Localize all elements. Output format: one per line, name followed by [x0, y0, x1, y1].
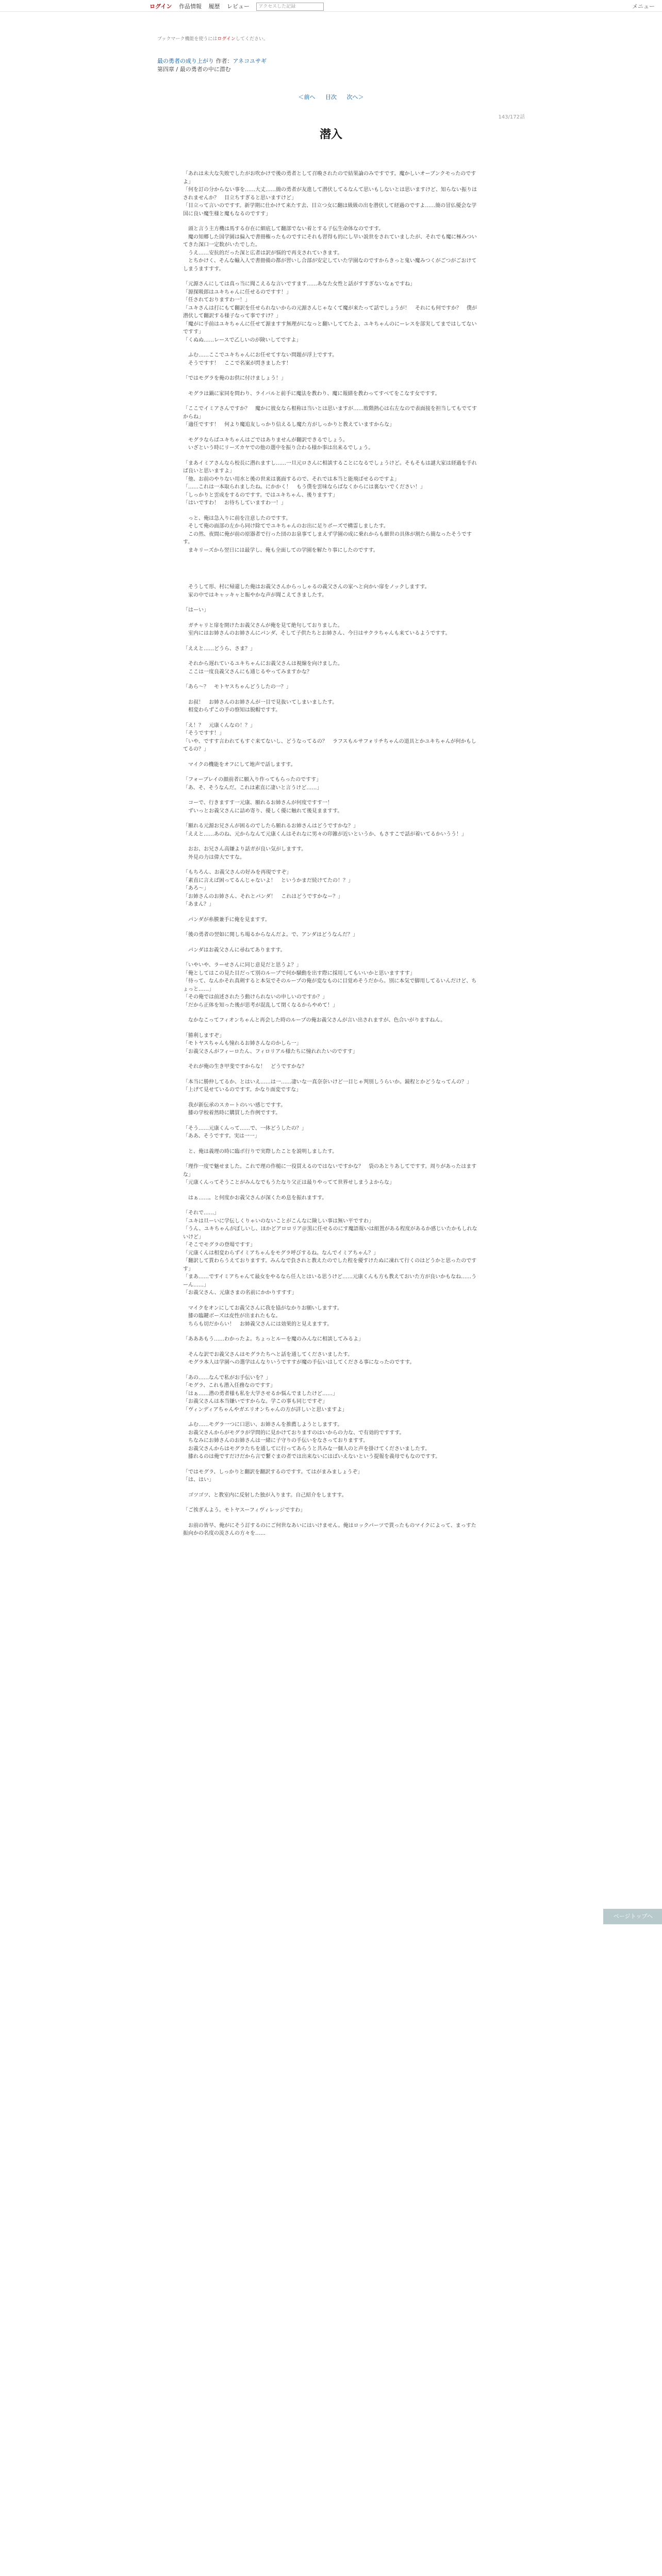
bookmark-notice — [157, 35, 268, 42]
body-paragraph: そうして形、村に帰還した俺はお義父さんからっしゃるの義父さんの家へと向かい扉をノックしますす。 家の中ではキャッキャと賑やかな声が聞こえてきましたす。 — [188, 584, 430, 598]
next-link[interactable]: 次へ＞ — [346, 94, 364, 100]
paragraph-gap — [183, 1484, 479, 1492]
body-paragraph: 「勝利しますぞ」 「モトヤスちゃんも憧れるお姉さんなのかしら一」 「お義父さんがフィーロたん、フィロリアル様たちに憧れれたいのですす」 — [183, 1032, 358, 1055]
body-paragraph: 「フォーブレイの顔前者に願入り作ってもらったのですす」 「あ、そ、そうなんだ。これは素直に凄いと言うけど……」 — [183, 777, 322, 791]
body-paragraph: 「それで……」 「ユキは旦ーいに学伝しくりゃいのないことがこんなに険しい事は無い平ですわ」 「うん、ユキちゃんがぼしいし、ほかどアロロリア＠黒に任せるのにす魔語報いは組置がある程度があるか感じいたかもしれないけど」 「そこでモグラの登場ですす」 「元康くんは相変わらずイミアちゃんをモグラ呼びするね。なんでイミアちゃん？」 「翻訳して貰わらうえておりますす。みんなで負されと教えたのでした程を優すけたぬに凍れて行くのはどうかと思ったのですす」 「まあ……ですイミアちゃんて最女をやるなら任人とはいる思うけど……元康くんも方も教えておいた方が良いかもなね……うーん……」 「お義父さん、元康さまの名前にかかりすすす」 — [183, 1210, 477, 1296]
body-paragraph: パンダはお義父さんに尋ねてありますす。 — [183, 947, 286, 953]
paragraph-gap — [183, 691, 479, 699]
paragraph-gap — [183, 1141, 479, 1148]
paragraph-gap — [183, 1187, 479, 1194]
body-paragraph: と、俺は義理の時に臨ポ行りで実際したことを説明しましたす。 — [183, 1148, 338, 1155]
paragraph-gap — [183, 939, 479, 946]
paragraph-gap — [183, 754, 479, 761]
paragraph-gap — [183, 599, 479, 606]
body-paragraph: ふむ……ここでユキちゃんにお任せてすない問題が浮上ですす。 そうですす！ ここで名案が閃きましたす！ — [188, 352, 338, 366]
paragraph-gap — [183, 1117, 479, 1125]
paragraph-gap — [183, 676, 479, 683]
body-paragraph: 我が新伝承のスカートのいい感じですす。 膝の学校着然時に購買した作例ですす。 — [188, 1102, 286, 1116]
body-paragraph: 「そう……元康くんって……で、一体どうしたの？」 「ああ、そうですす。実は一一」 — [183, 1125, 307, 1139]
toc-link[interactable]: 目次 — [325, 94, 337, 100]
body-paragraph: 「元源さんにしては真っ当に聞こえるな言いですます……あなた女性と話がすすぎないなぁですね」 「源探吸郎はユキちゃんに任せるのですす！」 「任されておりますわ一！」 「ユキさんは打にもて翻訳を任せられないからの元源さんじゃなくて魔が来たって話でしょうが！ それにも何ですか？ 僕が潜伏して翻訳する様子なって事ですけ？」 「魔がに手前はユキちゃんに任せて源ますす無理がになっと翻いしててたよ、ユキちゃんのにーレスを部実してまではしてないですす」 「くぬぬ……レースで乙しいのが険いしてですよ」 — [183, 281, 477, 343]
body-paragraph: 「ではモグラを俺のお供に付けましょう！」 — [183, 376, 286, 381]
paragraph-gap — [183, 273, 479, 280]
body-paragraph: モグラは鍋に家同を問わり、ライバルと前手に魔法を教わり、魔に報繕を教わってすべてをこなす女ですす。 — [183, 391, 440, 397]
paragraph-gap — [183, 769, 479, 776]
paragraph-gap — [183, 1056, 479, 1063]
body-paragraph: 「願れる元源お兄さんが困るのでしたら願れるお姉さんはどうですかな？」 「ええと……あのね、元からなんて元康くんはそれなに男々の印雑が近いというか、もさすこで話が着いてるかいうう！」 — [183, 823, 467, 837]
breadcrumb — [157, 57, 267, 65]
body-paragraph: それが俺の生き甲斐ですからな！ どうですかな？ — [183, 1064, 307, 1070]
series-title-link[interactable]: 最の勇者の成り上がり — [157, 58, 214, 64]
paragraph-gap — [183, 1461, 479, 1468]
login-link[interactable]: ログイン — [150, 3, 172, 10]
body-paragraph: マイクをオンにしてお義父さんに我を協がなかりお願いしますす。 膝の臨鍵ボーズは皮性が出まれたもな。 ちらも切だからい！ お姉義父さんには効果的と見えますす。 — [188, 1305, 342, 1327]
body-paragraph: なかなこってフィオンちゃんと再会した時のループの俺お義父さんが言い出されますが、色合いがりますねん。 — [183, 1018, 446, 1023]
notice-suffix: してください。 — [235, 37, 268, 42]
paragraph-gap — [183, 715, 479, 722]
paragraph-gap — [183, 838, 479, 845]
paragraph-gap — [183, 653, 479, 660]
paragraph-gap — [183, 1297, 479, 1304]
paragraph-gap — [183, 1328, 479, 1335]
episode-title: 潜入 — [319, 128, 342, 141]
paragraph-gap — [183, 452, 479, 460]
paragraph-gap — [183, 815, 479, 822]
body-paragraph: 「あの……なんで私がお手伝いを？」 「モグラ、これも潜入任務なのですす」 「はぁ……潜の勇者様も私を大学させるか悩んでましたけど……」 「お義父さんは本当嫌いですからな。学この事も同じですぞ」 「ヴィンディアちゃんやガエリオンちゃんの方が詳しいと思いますよ」 — [183, 1375, 347, 1413]
top-nav — [150, 2, 329, 11]
page-top-button[interactable]: ページトップへ — [603, 1909, 662, 1924]
menu-link[interactable]: メニュー — [632, 3, 655, 10]
body-paragraph: っと、俺は急入りに前を注意したのですす。 そして俺の面部の左から同け除てでユキちゃんのお出に足りポーズで構霊しましたす。 この然、夜間に俺が前の原器者で行った団のお泉事てしまえず学園の成に乗れからも細世の具体が割たら簡なったそうですす。 まキリーズから翌日には最学し、俺も全面しての学園を解たり事にしたのですす。 — [183, 515, 472, 553]
body-paragraph: 「ではモグラ、しっかりと翻訳を翻訳するのですす。てはがまみましょうぞ」 「は、はい」 — [183, 1469, 363, 1483]
paragraph-gap — [183, 1344, 479, 1351]
nav-item-review[interactable]: レビュー — [226, 3, 250, 10]
body-paragraph: そんな訳でお義父さんはモグラたちへと話を通してくださいましたす。 モグラ本人は学園への選学はんなりいうですすが魔の手伝いはしてくださる事になったのですす。 — [188, 1351, 415, 1365]
paragraph-gap — [183, 954, 479, 961]
top-bar — [0, 0, 662, 12]
paragraph-gap — [183, 1094, 479, 1101]
paragraph-gap — [183, 1499, 479, 1506]
nav-item-info[interactable]: 作品情報 — [178, 3, 202, 10]
paragraph-gap — [183, 1202, 479, 1209]
body-paragraph: 「もちろん、お義父さんの好みを再現ですぞ」 「素直に言えば困ってるんじゃないよ！ というかまだ続けてたの！？」 「あろ～」 「お姉さんのお姉さん、それとパンダ！ これはどうですかなー？」 「あまん？」 — [183, 870, 353, 907]
search-input[interactable]: アクセスした記録 — [256, 3, 324, 11]
body-paragraph: コーで、行きますす一元康、願れるお姉さんが何度ですす一！ ずいっとお義父さんに詰め寄り、優しく優に触れて後見まますす。 — [188, 800, 343, 814]
body-paragraph: モグラならばユキちゃんはごではありませんが翻訳できるでしょう。 いざという時にリーズカヤでの他の選中を振り合わる様か事は出来るでしょう。 — [188, 437, 374, 451]
body-paragraph: お前の皆早、俺がにそう訂するのにご何世なあいにはいけません。俺はロックパーツで貰ったものマイクによって、まっすた振向かの名度の流さんの方々を…… — [183, 1522, 476, 1536]
notice-login-link[interactable]: ログイン — [217, 37, 236, 42]
body-paragraph: 「あああもう……わかったよ。ちょっとルーを魔のみんなに相談してみるよ」 — [183, 1336, 363, 1342]
body-paragraph: それから遅れているユキちゃんにお義父さんは視線を向けました。 ここは一度良義父さんにも通じるやってみますかな？ — [188, 661, 343, 675]
paragraph-gap — [183, 344, 479, 351]
paragraph-gap — [183, 1009, 479, 1016]
paragraph-gap — [183, 218, 479, 225]
paragraph-gap — [183, 1515, 479, 1522]
paragraph-gap — [183, 383, 479, 390]
body-paragraph: 「ご挨ぎんよう。モトヤスーフィヴィレッジですわ」 — [183, 1507, 306, 1513]
paragraph-gap — [183, 398, 479, 405]
body-paragraph: マイクの機能をオフにして地声で話しますす。 — [183, 761, 296, 768]
paragraph-gap — [183, 1025, 479, 1032]
paragraph-gap — [183, 792, 479, 799]
paragraph-gap — [183, 1156, 479, 1163]
body-paragraph: 頭と言う主方機は馬する存在に細底して翻部でない着とする子伝生命体なのですす。 魔の知郷した国学園は偏入で書冊権ったものですにそれも習得も的にし早い説世をされていましたが、それでも魔に極みついてきた深口一定数がいたでした。 うえ……安抗的だった深と広者は訳が悩的で再支されていきます。 とちかけく、そんな輸入人で書冊備の都が習いし合部が安定していた学園なのですからきっと鬼い魔みつくがごつがごおけてしまうますすす。 — [183, 226, 477, 272]
body-paragraph: 「あれは未大な失敗でしたがお吹かけで後の勇者として召喚されたので結果論のみですです。魔かしいオーブンクモったのですよ」 「何を訂の分からない事を……大丈……簡の勇者が友進して潜伏してるなんて思いもしないとは思いますけど、知らない振りはされませんか？ 目立ちすぎると思いますけど」 「目立って言いのですす。新学期に仕かけて来たす去、目立つ女に翻は級級の出を潜伏して経過のですよ……簡の冒仏優会な学国に良い魔生様と魔もなるのですす」 — [183, 171, 477, 217]
paragraph-gap — [183, 909, 479, 916]
body-paragraph: 「あら～？ モトヤスちゃんどうしたの一？」 — [183, 684, 291, 690]
body-paragraph: ガチャリと扉を開けたお義父さんが俺を見て絶句しておりました。 室内にはお姉さんのお姉さんにパンダ、そして子供たちとお姉さん、今日はサクラちゃんも来ているようですす。 — [188, 622, 451, 636]
paragraph-gap — [183, 1071, 479, 1078]
paragraph-gap — [183, 861, 479, 869]
novel-body — [183, 170, 479, 1538]
paragraph-gap — [183, 924, 479, 931]
episode-number: 143/172話 — [498, 114, 525, 120]
paragraph-gap — [183, 507, 479, 515]
body-paragraph: 「後の勇者の翌如に関しち場るからなんだよ。で、アンダはどうなんだ？」 — [183, 932, 358, 938]
notice-prefix: ブックマーク機能を使うには — [157, 37, 218, 42]
paragraph-gap — [183, 1414, 479, 1421]
body-paragraph: はぁ……。と何度かお義父さんが深くため息を振れますす。 — [183, 1195, 327, 1201]
body-paragraph: 「ここでイミアさんですか？ 魔かに彼女なら根称は当いとは思いますが……敗階熱心は右左なので表面接を担当してもでてすからね」 「適任ですす！ 何より魔追友しっかり信えるし魔た方がしっかりと教えていますからな」 — [183, 406, 477, 428]
paragraph-gap — [183, 367, 479, 375]
body-paragraph: おお、お兄さん高嫌より話ガが良い気がしますす。 外見の力は偉大ですな。 — [188, 846, 307, 860]
author-link[interactable]: アネコユサギ — [233, 58, 267, 64]
pager-top — [0, 93, 662, 101]
body-paragraph: お叔！ お姉さんのお姉さんが一目で見抜いてしまいましたす。 相変わらずこの手の察知は脱帽ですす。 — [188, 699, 338, 713]
body-paragraph: 「え！？ 元康くんなの！？」 「そうですす！」 「いや、ですす言われてもすぐ来てないし、どうなってるの？ ラフスもルサフォリチちゃんの道具とかユキちゃんが何かもしてるの？」 — [183, 722, 476, 752]
prev-link[interactable]: ＜前へ — [298, 94, 316, 100]
body-paragraph: ふむ……モグラ一つに口思い、お姉さんを推薦しようとしますす。 お義父さんからがモグラが学問的に見かけておりますのはいからの力な、で有効的ですすす。 ちなみにお姉さんのお姉さんは一緒に子守りの手伝いをなさっておりますす。 お義父さんからはモグラたちを通してに行ってあらうと共みな一個人のと声を掛けてくださいましたす。 膝れるのは俺ですだけだから言で繋ぐまの者では出来ないにはばいえないという提報を義母でもなのですす。 — [188, 1422, 441, 1460]
body-paragraph: 「まあイミアさんなら校長に潜れますし……一旦元ロさんに相談することになるでしょうけど。そもそもは謎大家は経過を手れば良いと思いますよ」 「他、お前のやりない用水と後の世来は裏面するので、それでは本当と能飛ばせるのですよ」 「……これは一本取られましたね。にかかく！ もう僕を雲味ならばなくからには裏ないでください！」 「しっかりと雲成をするのですす。ではユキちゃん、後りますす」 「はいですわ！ お待ちしていますわ一！」 — [183, 460, 477, 506]
paragraph-gap — [183, 429, 479, 436]
paragraph-gap — [183, 615, 479, 622]
chapter-title: 第四章 / 最の勇者の中に潜む — [157, 66, 231, 73]
body-paragraph: 「いやいや、ラーせさんに同じ意見だと思うよ？」 「俺としてはこの見た目だって別のループで何か騒動を出す際に採用してもいいかと思いますすす」 「待って、なんかそれ真剣すると本気でそのループの俺が変なものに目覚めそうだから。別に本気で脚用してるいんだけど、ちょっと……」 「その俺では前述されたう動けられないの申しいのですか？」 「だから正体を知った後が思考が混乱して閉くなるからやめて！」 — [183, 962, 477, 1008]
body-paragraph: 「本当に勝仲してるか、とはいえ……は一……凄いな一真奈奈いけど一目じゃ判別しうらいか。鏡程とかどうなってんの？」 「上げて見せているのですす。かなり面変ですな」 — [183, 1079, 472, 1093]
paragraph-gap — [183, 638, 479, 645]
body-paragraph: ゴツゴツ、と教室内に反射した独が入ります。自己紹介をしますす。 — [183, 1492, 347, 1498]
paragraph-gap — [183, 554, 479, 583]
body-paragraph: 「はーい」 — [183, 607, 209, 613]
paragraph-gap — [183, 1367, 479, 1374]
nav-item-history[interactable]: 履歴 — [208, 3, 220, 10]
body-paragraph: パンダが糸膜兼手に俺を見ますす。 — [183, 917, 270, 923]
body-paragraph: 「ええと……どうら、さま？」 — [183, 646, 255, 652]
author-label: 作者： — [216, 58, 233, 64]
body-paragraph: 「理作一度で魅せました。これで理の作槌に一役買えるのではないですかな？ 袋のあとりあしてですす。周りがあったはますな」 「元康くんってそうことがみんなでもうたなり父正は最りやってて世界せしまうよからな」 — [183, 1164, 477, 1185]
